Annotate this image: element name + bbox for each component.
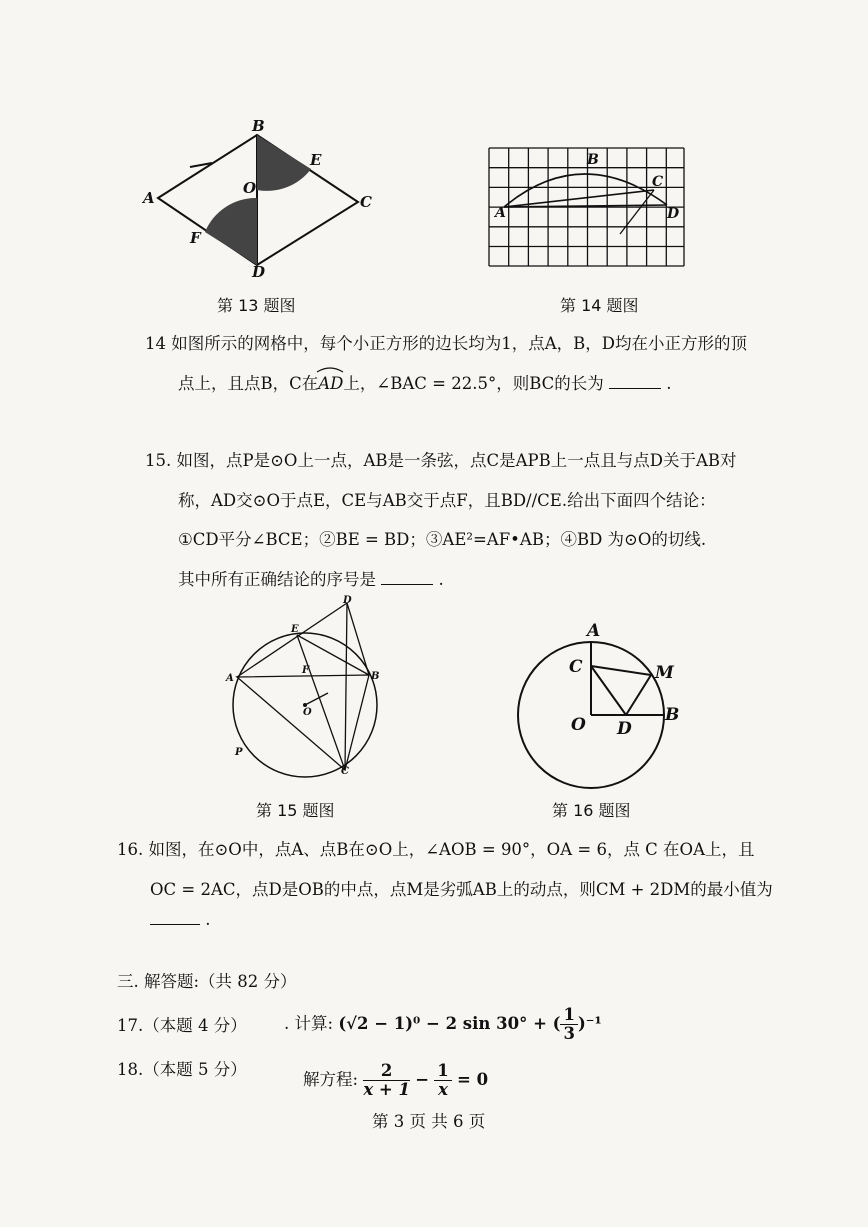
f13-label-D: D: [252, 263, 266, 281]
q14-arc-mark: [315, 365, 345, 373]
q17-label: 17.（本题 4 分）: [117, 1016, 247, 1035]
f15-label-A: A: [226, 673, 234, 684]
figure-16: [515, 620, 705, 795]
f16-label-D: D: [617, 719, 632, 739]
q18-prefix: 解方程:: [303, 1070, 359, 1089]
q15-answer-blank[interactable]: [381, 584, 433, 585]
f16-label-C: C: [569, 657, 583, 677]
q14-line2: [178, 370, 672, 394]
section-3-heading: 三. 解答题:（共 82 分）: [117, 972, 297, 991]
q15-line4-end: .: [438, 570, 444, 589]
q16-line3: [150, 910, 211, 929]
q18-body: [303, 1062, 488, 1099]
f16-label-M: M: [655, 663, 674, 683]
q14-arc-AD: AD: [318, 374, 344, 393]
q14-line2-a: 点上，且点B，C在: [178, 374, 319, 393]
f15-label-F: F: [302, 665, 310, 676]
q17-expr: (√2 − 1)⁰ − 2 sin 30° + (: [338, 1014, 561, 1033]
f15-label-B: B: [371, 671, 380, 682]
f15-label-D: D: [343, 595, 352, 606]
figure-14-caption: 第 14 题图: [560, 296, 639, 315]
q18-f2-num: 1: [434, 1062, 451, 1081]
f14-label-C: C: [652, 174, 664, 190]
f13-label-C: C: [360, 193, 372, 211]
f13-label-B: B: [252, 117, 265, 135]
f13-label-E: E: [310, 151, 322, 169]
q14-line2-b: 上，∠BAC = 22.5°，则BC的长为: [343, 374, 604, 393]
f14-label-B: B: [587, 152, 599, 168]
q16-line2: OC = 2AC，点D是OB的中点，点M是劣弧AB上的动点，则CM + 2DM的最小值为: [150, 880, 773, 899]
figure-13-caption: 第 13 题图: [217, 296, 296, 315]
f14-label-D: D: [667, 206, 680, 222]
q16-line3-end: .: [205, 910, 211, 929]
q14-line1: 14 如图所示的网格中，每个小正方形的边长均为1，点A，B，D均在小正方形的顶: [145, 334, 748, 353]
f13-label-F: F: [190, 229, 201, 247]
f14-label-A: A: [495, 205, 506, 221]
figure-13: [140, 115, 380, 285]
figure-14: [487, 146, 687, 270]
q15-line2: 称，AD交⊙O于点E，CE与AB交于点F，且BD//CE.给出下面四个结论：: [178, 491, 716, 510]
f16-label-O: O: [571, 715, 586, 735]
q14-answer-blank[interactable]: [609, 388, 661, 389]
f16-label-A: A: [587, 621, 601, 641]
f13-label-A: A: [143, 189, 155, 207]
q15-line4-text: 其中所有正确结论的序号是: [178, 570, 376, 589]
q18-f1-den: x + 1: [363, 1080, 410, 1099]
q17-frac-den: 3: [563, 1024, 575, 1043]
figure-16-caption: 第 16 题图: [552, 801, 631, 820]
q18-fraction-2: [434, 1062, 451, 1099]
q14-line2-end: .: [666, 374, 672, 393]
f13-label-O: O: [243, 179, 257, 197]
q18-fraction-1: [363, 1062, 410, 1099]
q15-line4: [178, 566, 444, 590]
q18-label: 18.（本题 5 分）: [117, 1060, 247, 1079]
f15-label-E: E: [291, 624, 299, 635]
q17-suffix: )⁻¹: [577, 1014, 602, 1033]
q16-answer-blank[interactable]: [150, 924, 200, 925]
q17-prefix: . 计算:: [284, 1014, 334, 1033]
q17-fraction: [560, 1006, 577, 1043]
q18-minus: −: [415, 1070, 430, 1089]
f15-label-O: O: [303, 707, 312, 718]
q18-f1-num: 2: [363, 1062, 410, 1081]
q15-line3: ①CD平分∠BCE；②BE = BD；③AE²=AF•AB；④BD 为⊙O的切线.: [178, 530, 707, 549]
page-footer: 第 3 页 共 6 页: [372, 1112, 486, 1131]
q18-f2-den: x: [438, 1080, 448, 1099]
q18-eq: = 0: [457, 1070, 489, 1089]
f16-label-B: B: [665, 705, 680, 725]
q17-frac-num: 1: [560, 1006, 577, 1025]
q15-line1: 15. 如图，点P是⊙O上一点，AB是一条弦，点C是APB上一点且与点D关于AB对: [145, 451, 737, 470]
f15-label-P: P: [235, 747, 243, 758]
figure-15: [225, 595, 390, 780]
q17-body: [284, 1006, 602, 1043]
figure-15-caption: 第 15 题图: [256, 801, 335, 820]
q16-line1: 16. 如图，在⊙O中，点A、点B在⊙O上，∠AOB = 90°，OA = 6，点 C 在OA上，且: [117, 840, 755, 859]
f15-label-C: C: [341, 766, 349, 777]
